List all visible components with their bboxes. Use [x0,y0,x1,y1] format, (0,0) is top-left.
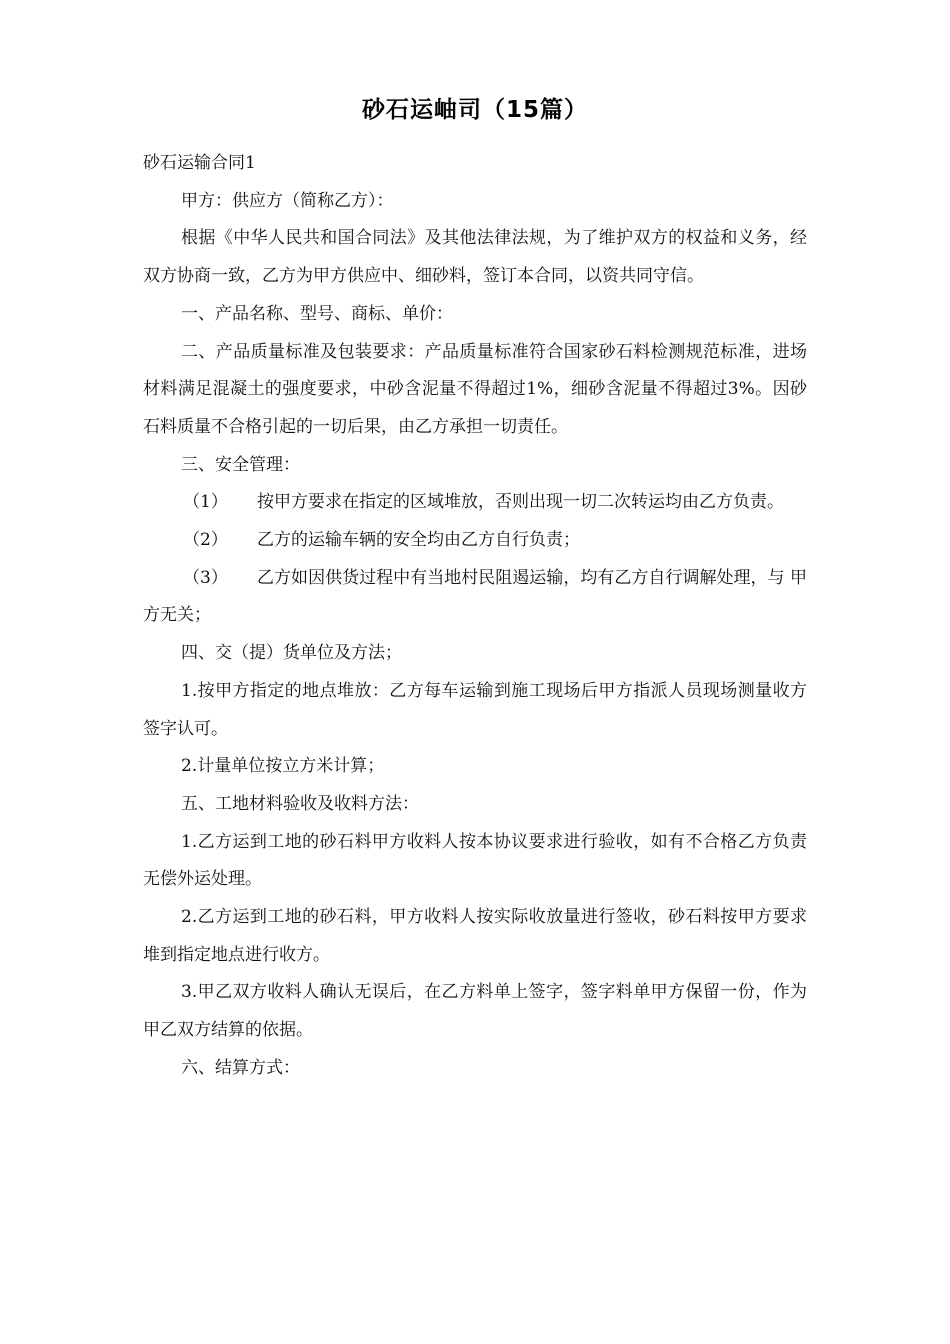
clause-5-item-1: 1.乙方运到工地的砂石料甲方收料人按本协议要求进行验收，如有不合格乙方负责无偿外运处理。 [143,831,807,890]
clause-5-item-3: 3.甲乙双方收料人确认无误后，在乙方料单上签字，签字料单甲方保留一份，作为甲乙双方结算的依据。 [143,982,807,1041]
paragraph-preamble: 根据《中华人民共和国合同法》及其他法律法规，为了维护双方的权益和义务，经双方协商一致，乙方为甲方供应中、细砂料，签订本合同，以资共同守信。 [143,228,807,287]
safety-item-1 [143,484,807,522]
document-body [143,145,807,1088]
clause-3-heading: 三、安全管理： [181,454,300,475]
clause-4-heading: 四、交（提）货单位及方法； [181,643,402,664]
clause-4-item-2: 2.计量单位按立方米计算； [181,756,385,777]
clause-2-quality: 二、产品质量标准及包装要求：产品质量标准符合国家砂石料检测规范标准，进场材料满足混凝土的强度要求，中砂含泥量不得超过1%，细砂含泥量不得超过3%。因砂石料质量不合格引起的一切后果，由乙方承担一切责任。 [143,341,807,437]
safety-item-text: 乙方如因供货过程中有当地村民阻遏运输，均有乙方自行调解处理，与 甲方无关； [143,567,807,626]
safety-item-2 [143,522,807,560]
safety-item-number: （1） [183,492,228,513]
safety-item-number: （3） [183,567,228,588]
clause-5-heading: 五、工地材料验收及收料方法： [181,793,419,814]
safety-item-3 [143,560,807,635]
clause-1-heading: 一、产品名称、型号、商标、单价： [181,303,453,324]
clause-6-heading: 六、结算方式： [181,1057,300,1078]
section-heading: 砂石运输合同1 [143,153,256,173]
safety-item-text: 按甲方要求在指定的区域堆放，否则出现一切二次转运均由乙方负责。 [257,492,784,513]
safety-item-text: 乙方的运输车辆的安全均由乙方自行负责； [257,530,580,551]
clause-4-item-1: 1.按甲方指定的地点堆放：乙方每车运输到施工现场后甲方指派人员现场测量收方签字认可。 [143,680,807,739]
clause-5-item-2: 2.乙方运到工地的砂石料，甲方收料人按实际收放量进行签收，砂石料按甲方要求堆到指定地点进行收方。 [143,907,807,965]
safety-item-number: （2） [183,530,228,551]
paragraph-parties: 甲方：供应方（简称乙方）： [181,190,394,211]
document-title: 砂石运岫司（15篇） [361,97,588,123]
